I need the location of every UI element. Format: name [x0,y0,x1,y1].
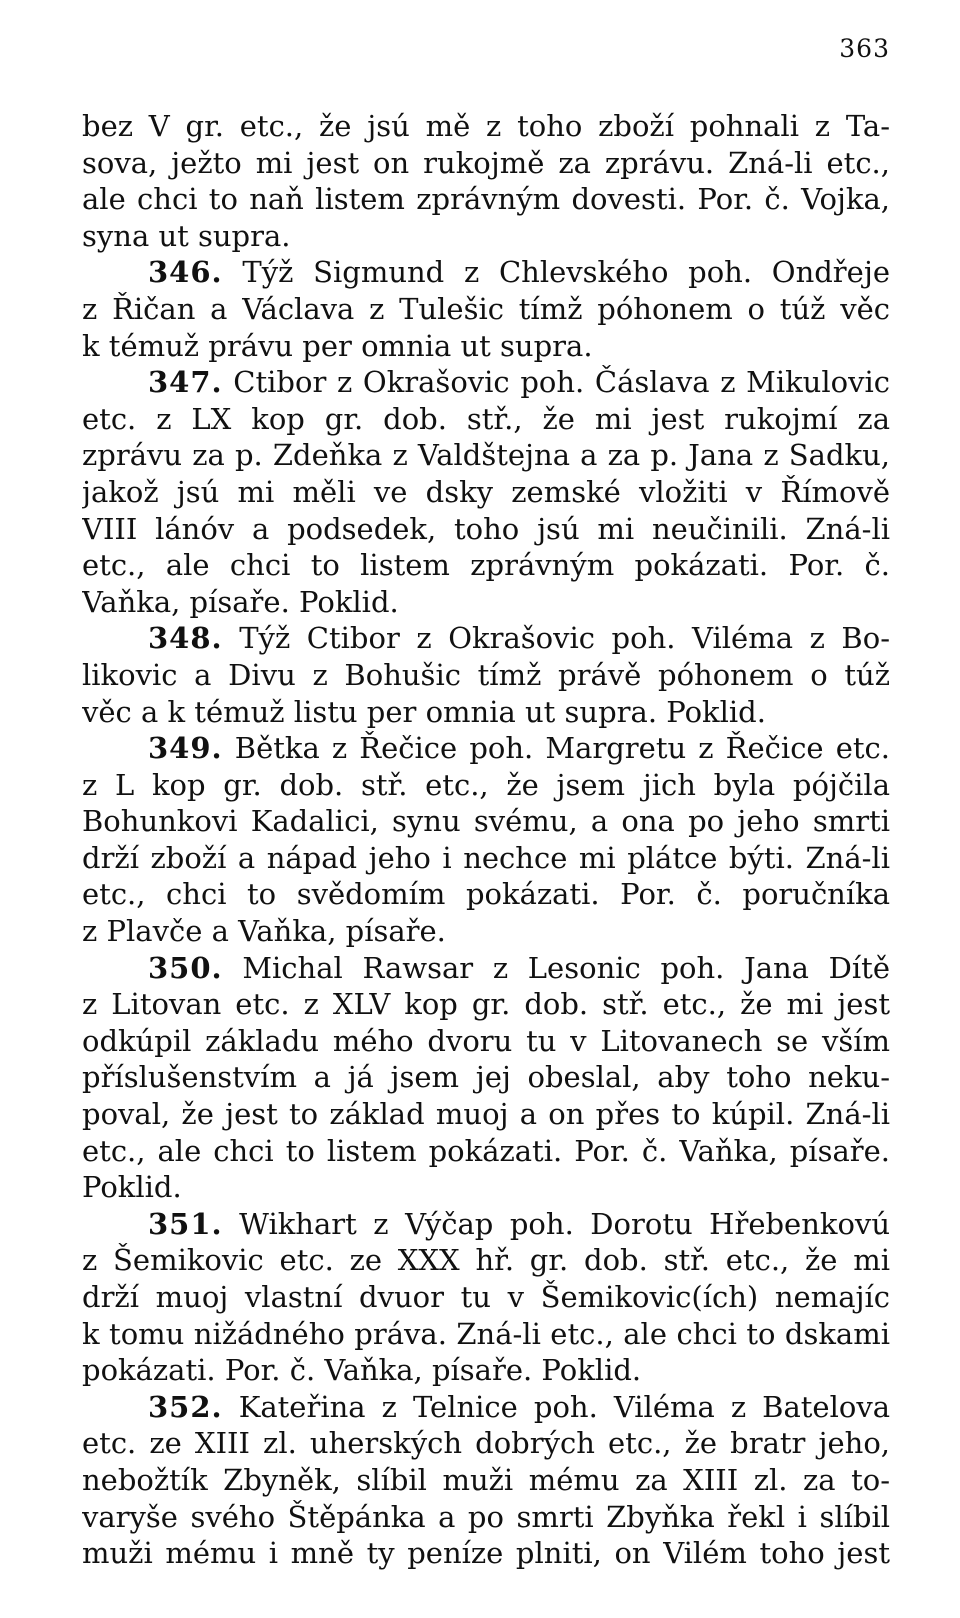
line-text: etc. ze XIII zl. uherských dobrých etc., že bratr jeho, [82,1426,890,1461]
text-line [82,803,890,840]
line-text: Týž Ctibor z Okrašovic poh. Viléma z Bo- [222,621,890,656]
entry-start-line [82,1389,890,1426]
line-text: nebožtík Zbyněk, slíbil muži mému za XIII zl. za to- [82,1462,890,1497]
text-line [82,584,890,621]
line-text: Ctibor z Okrašovic poh. Čáslava z Mikulovic [222,365,890,400]
text-line [82,1242,890,1279]
text-line [82,1023,890,1060]
line-text: Poklid. [82,1170,182,1205]
entry-start-line [82,1206,890,1243]
line-text: etc., ale chci to listem pokázati. Por. č. Vaňka, písaře. [82,1133,890,1168]
line-text: likovic a Divu z Bohušic tímž právě póhonem o túž [82,657,890,692]
line-text: k témuž právu per omnia ut supra. [82,328,593,363]
entry-number: 352. [148,1389,223,1424]
text-line [82,986,890,1023]
entry-number: 349. [148,731,223,766]
text-line [82,181,890,218]
text-line [82,218,890,255]
text-line [82,1169,890,1206]
text-line [82,291,890,328]
line-text: Bohunkovi Kadalici, synu svému, a ona po jeho smrti [82,804,890,839]
line-text: etc. z LX kop gr. dob. stř., že mi jest rukojmí za [82,401,890,436]
line-text: odkúpil základu mého dvoru tu v Litovanech se vším [82,1023,890,1058]
text-line [82,657,890,694]
line-text: ale chci to naň listem zprávným dovesti. Por. č. Vojka, [82,182,890,217]
line-text: z Litovan etc. z XLV kop gr. dob. stř. etc., že mi jest [82,987,890,1022]
entry-start-line [82,950,890,987]
line-text: etc., ale chci to listem zprávným pokázati. Por. č. [82,548,890,583]
body-text [82,108,890,1572]
text-line [82,401,890,438]
line-text: etc., chci to svědomím pokázati. Por. č. poručníka [82,877,890,912]
text-line [82,328,890,365]
line-text: Kateřina z Telnice poh. Viléma z Batelova [222,1389,890,1424]
line-text: muži mému i mně ty peníze plniti, on Vilém toho jest [82,1536,890,1571]
line-text: jakož jsú mi měli ve dsky zemské vložiti v Římově [82,474,890,509]
text-line [82,1059,890,1096]
text-line [82,1352,890,1389]
line-text: z L kop gr. dob. stř. etc., že jsem jich byla pójčila [82,767,890,802]
text-line [82,1425,890,1462]
entry-number: 347. [148,365,223,400]
entry-start-line [82,620,890,657]
text-line [82,547,890,584]
text-line [82,694,890,731]
text-line [82,1462,890,1499]
text-line [82,145,890,182]
line-text: drží muoj vlastní dvuor tu v Šemikovic(ích) nemajíc [82,1280,890,1314]
line-text: drží zboží a nápad jeho i nechce mi plátce býti. Zná-li [82,840,890,875]
text-line [82,1535,890,1572]
text-line [82,913,890,950]
line-text: varyše svého Štěpánka a po smrti Zbyňka řekl i slíbil [82,1499,890,1534]
text-line [82,1316,890,1353]
line-text: Týž Sigmund z Chlevského poh. Ondřeje [222,255,890,290]
text-line [82,1499,890,1536]
line-text: Michal Rawsar z Lesonic poh. Jana Dítě [222,950,890,985]
line-text: VIII lánóv a podsedek, toho jsú mi neučinili. Zná-li [82,511,890,546]
text-line [82,437,890,474]
line-text: z Plavče a Vaňka, písaře. [82,914,446,949]
text-line [82,474,890,511]
entry-number: 348. [148,621,223,656]
text-line [82,511,890,548]
entry-start-line [82,730,890,767]
line-text: z Řičan a Václava z Tulešic tímž póhonem o túž věc [82,291,890,326]
text-line [82,108,890,145]
entry-start-line [82,254,890,291]
line-text: Bětka z Řečice poh. Margretu z Řečice etc. [222,731,890,766]
line-text: z Šemikovic etc. ze XXX hř. gr. dob. stř. etc., že mi [82,1243,890,1278]
line-text: syna ut supra. [82,218,291,253]
line-text: příslušenstvím a já jsem jej obeslal, aby toho neku- [82,1060,890,1095]
text-line [82,1279,890,1316]
entry-number: 351. [148,1206,223,1241]
line-text: věc a k témuž listu per omnia ut supra. Poklid. [82,694,766,729]
page-number: 363 [839,34,890,63]
line-text: Vaňka, písaře. Poklid. [82,584,399,619]
text-line [82,876,890,913]
text-line [82,767,890,804]
line-text: sova, ježto mi jest on rukojmě za zprávu. Zná-li etc., [82,145,890,180]
text-line [82,1096,890,1133]
line-text: zprávu za p. Zdeňka z Valdštejna a za p. Jana z Sadku, [82,438,890,473]
text-line [82,840,890,877]
text-line [82,1133,890,1170]
line-text: bez V gr. etc., že jsú mě z toho zboží pohnali z Ta- [82,109,890,143]
line-text: pokázati. Por. č. Vaňka, písaře. Poklid. [82,1353,642,1388]
line-text: k tomu nižádného práva. Zná-li etc., ale chci to dskami [82,1316,890,1351]
entry-start-line [82,364,890,401]
line-text: poval, že jest to základ muoj a on přes to kúpil. Zná-li [82,1097,890,1132]
entry-number: 350. [148,950,223,985]
entry-number: 346. [148,255,223,290]
line-text: Wikhart z Výčap poh. Dorotu Hřebenkovú [222,1206,890,1241]
